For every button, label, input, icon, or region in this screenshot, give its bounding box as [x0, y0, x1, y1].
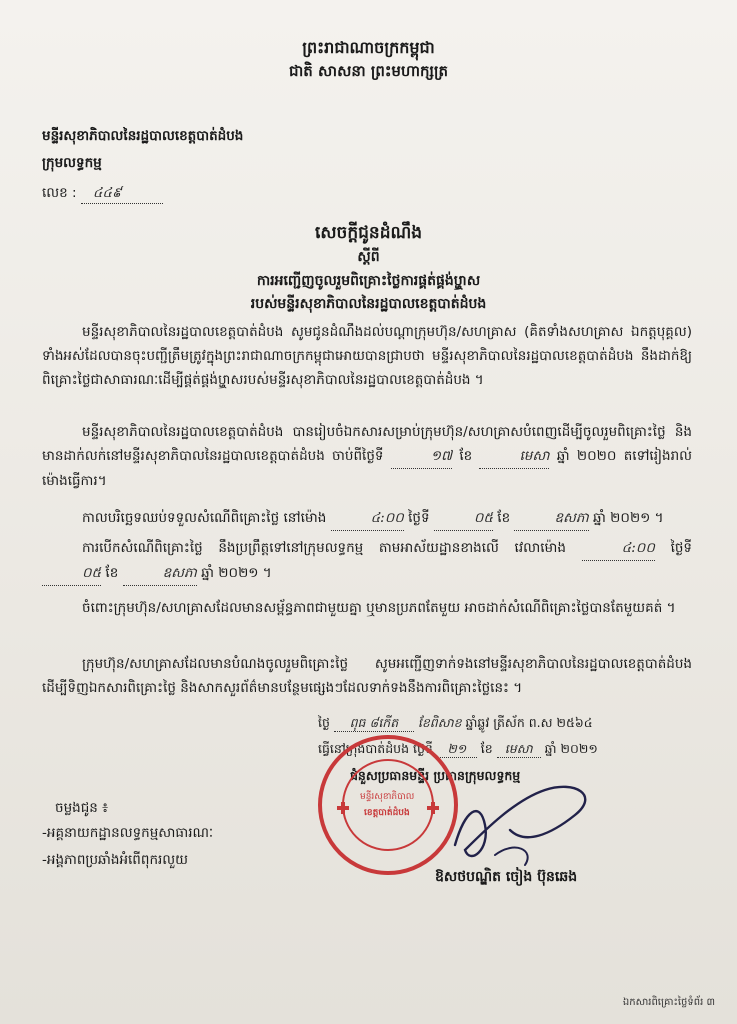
p2-month-label: ខែ [459, 448, 473, 464]
p3-year: ឆ្នាំ ២០២១ ។ [593, 510, 664, 526]
issuer-department: មន្ទីរសុខាភិបាលនៃរដ្ឋបាលខេត្តបាត់ដំបង [42, 128, 244, 144]
lunar-month: ខែពិសាខ [417, 715, 462, 730]
p3-day-label: ថ្ងៃទី [408, 510, 430, 526]
p2-year-label: ឆ្នាំ [556, 448, 570, 464]
lunar-year: ឆ្នាំឆ្លូវ ត្រីស័ក ព.ស ២៥៦៤ [465, 715, 593, 730]
issuer-office: ក្រុមលទ្ធកម្ម [42, 155, 102, 171]
stamp-inner-ring [342, 759, 434, 851]
paragraph-1: មន្ទីរសុខាភិបាលនៃរដ្ឋបាលខេត្តបាត់ដំបង សូមជូនដំណឹងដល់បណ្ដាក្រុមហ៊ុន/សហគ្រាស (គិតទាំងសហគ្រាស ឯកត្តបុគ្គល) ទាំងអស់ដែលបានចុះបញ្ជីត្រឹមត្រូវក្នុងព្រះរាជាណាចក្រកម្ពុជាអោយបានជ្រាបថា មន្ទីរសុខាភិបាលនៃរដ្ឋបាលខេត្តបាត់ដំបង នឹងដាក់ឱ្យពិគ្រោះថ្លៃជាសាធារណៈដើម្បីផ្គត់ផ្គង់ឬ្ហាសរបស់មន្ទីរសុខាភិបាលនៃរដ្ឋបាលខេត្តបាត់ដំបង ។ [42, 324, 692, 388]
p4-text-start: ការបើកសំណើពិគ្រោះថ្លៃ នឹងប្រព្រឹត្តទៅនៅក្រុមលទ្ធកម្ម តាមអាស័យដ្ឋានខាងលើ វេលាម៉ោង [82, 540, 566, 556]
reference-label: លេខ : [42, 185, 77, 201]
paragraph-6: ក្រុមហ៊ុន/សហគ្រាសដែលមានបំណងចូលរួមពិគ្រោះថ្លៃ សូមអញ្ជើញទាក់ទងនៅមន្ទីរសុខាភិបាលនៃរដ្ឋបាលខេត្តបាត់ដំបង ដើម្បីទិញឯកសារពិគ្រោះថ្លៃ និងសាកសួរព័ត៌មានបន្ថែមផ្សេងៗដែលទាក់ទងនឹងការពិគ្រោះថ្លៃនេះ ។ [42, 656, 692, 696]
p2-text-end: ២០២០ តទៅរៀងរាល់ម៉ោងធ្វើការ។ [42, 448, 693, 489]
motto-header: ជាតិ សាសនា ព្រះមហាក្សត្រ [289, 62, 448, 80]
recipient-item: -អង្គភាពប្រឆាំងអំពើពុករលួយ [42, 852, 189, 868]
p2-day: ១៧ [391, 444, 452, 469]
subject-line-1: ការអញ្ជើញចូលរួមពិគ្រោះថ្លៃការផ្គត់ផ្គង់ឬ្ហាស [256, 273, 481, 289]
stamp-top-text: មន្ទីរសុខាភិបាល [360, 792, 415, 802]
document-title: សេចក្ដីជូនដំណឹង [314, 223, 423, 243]
p3-time: ៤:០០ [331, 506, 404, 531]
p4-year: ឆ្នាំ ២០២១ ។ [201, 565, 272, 581]
lunar-date-line [318, 715, 593, 732]
solar-month-label: ខែ [480, 741, 493, 756]
solar-month: មេសា [497, 741, 541, 758]
p4-day-label: ថ្ងៃទី [670, 540, 692, 556]
solar-place: ធ្វើនៅក្រុងបាត់ដំបង ថ្ងៃទី [318, 741, 433, 756]
stamp-center-text: ខេត្តបាត់ដំបង [364, 808, 410, 818]
p4-time: ៤:០០ [582, 536, 655, 561]
p3-month-label: ខែ [497, 510, 511, 526]
p3-day: ០៥ [434, 506, 493, 531]
kingdom-header: ព្រះរាជាណាចក្រកម្ពុជា [302, 38, 435, 57]
p4-month: ឧសភា [123, 561, 197, 586]
p3-text-start: កាលបរិច្ឆេទឈប់ទទួលសំណើពិគ្រោះថ្លៃ នៅម៉ោង [82, 510, 327, 526]
page-footer-note: ឯកសារពិគ្រោះថ្លៃទំព័រ ៣ [622, 997, 715, 1008]
red-cross-icon [336, 801, 350, 815]
p4-month-label: ខែ [105, 565, 119, 581]
lunar-prefix: ថ្ងៃ [318, 715, 330, 730]
signatory-name: ឱសថបណ្ឌិត ចៀង ប៊ុនឆេង [435, 869, 578, 885]
reference-number: ៤៤៩ [81, 185, 163, 204]
solar-day: ២១ [437, 741, 477, 758]
p3-month: ឧសភា [514, 506, 588, 531]
paragraph-5: ចំពោះក្រុមហ៊ុន/សហគ្រាសដែលមានសម្ព័ន្ធភាពជាមួយគ្នា ឬមានប្រភពតែមួយ អាចដាក់សំណើពិគ្រោះថ្លៃបានតែមួយគត់ ។ [82, 600, 676, 616]
subject-line-2: របស់មន្ទីរសុខាភិបាលនៃរដ្ឋបាលខេត្តបាត់ដំបង [250, 296, 487, 312]
p2-text-start: មន្ទីរសុខាភិបាលនៃរដ្ឋបាលខេត្តបាត់ដំបង បានរៀបចំឯកសារសម្រាប់ក្រុមហ៊ុន/សហគ្រាសបំពេញដើម្បីចូលរួមពិគ្រោះថ្លៃ និងមានដាក់លក់នៅមន្ទីរសុខាភិបាលនៃរដ្ឋបាលខេត្តបាត់ដំបង ចាប់ពីថ្ងៃទី [42, 424, 692, 464]
handwritten-signature [425, 770, 615, 880]
paragraph-4 [42, 536, 692, 586]
p4-day: ០៥ [42, 561, 101, 586]
solar-year: ឆ្នាំ ២០២១ [544, 741, 598, 756]
lunar-day: ពុធ ៨កើត [334, 715, 414, 732]
paragraph-2 [42, 420, 692, 493]
subject-label: ស្ដីពី [357, 249, 380, 265]
recipients-label: ចម្លងជូន ៖ [55, 800, 109, 816]
paragraph-3 [42, 506, 692, 531]
signatory-role: ជំនួសប្រធានមន្ទីរ ប្រធានក្រុមលទ្ធកម្ម [350, 768, 521, 783]
reference-line [42, 185, 163, 204]
recipient-item: -អគ្គនាយកដ្ឋានលទ្ធកម្មសាធារណៈ [42, 825, 214, 841]
p2-month: មេសា [479, 444, 549, 469]
